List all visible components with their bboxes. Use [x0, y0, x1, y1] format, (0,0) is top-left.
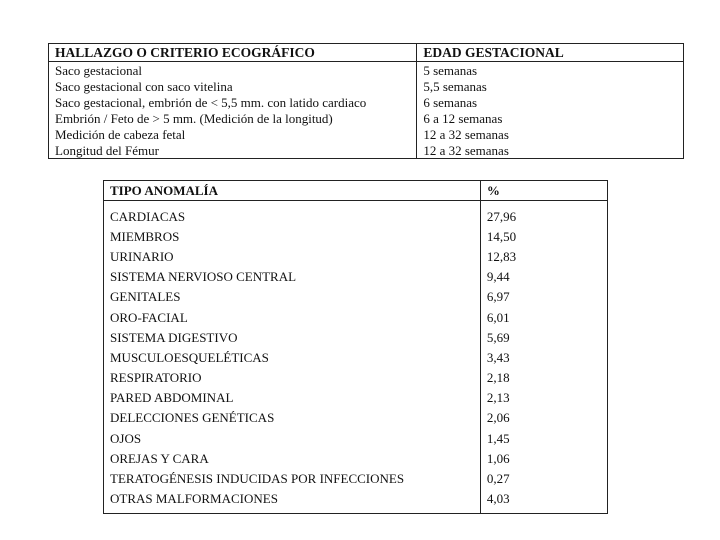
row-label-cell: Saco gestacional con saco vitelina: [49, 78, 417, 94]
row-label-cell: OTRAS MALFORMACIONES: [104, 489, 481, 514]
table-row: [104, 388, 608, 408]
row-value-cell: 1,45: [486, 430, 510, 446]
table-row: [104, 428, 608, 448]
row-value-cell: 12 a 32 semanas: [423, 142, 509, 158]
table-row: [104, 226, 608, 246]
table-row: [104, 448, 608, 468]
row-label-cell: Saco gestacional, embrión de < 5,5 mm. con latido cardiaco: [49, 94, 417, 110]
gestational-age-table: [48, 43, 684, 159]
row-label-cell: SISTEMA NERVIOSO CENTRAL: [104, 267, 481, 287]
column-header-percent: %: [480, 181, 607, 201]
row-label-cell: Embrión / Feto de > 5 mm. (Medición de la longitud): [49, 110, 417, 126]
anomaly-type-table: [103, 180, 608, 514]
row-label-cell: GENITALES: [104, 287, 481, 307]
row-value-cell: 5 semanas: [423, 62, 478, 78]
row-value-cell: 5,5 semanas: [423, 78, 487, 94]
row-value-cell: 2,18: [486, 370, 510, 386]
row-label-cell: RESPIRATORIO: [104, 368, 481, 388]
row-value-cell: 6 semanas: [423, 94, 478, 110]
row-label-cell: SISTEMA DIGESTIVO: [104, 327, 481, 347]
row-value-cell: 0,27: [486, 471, 510, 487]
row-value-cell: 12 a 32 semanas: [423, 126, 509, 142]
row-label-cell: URINARIO: [104, 246, 481, 266]
row-value-cell: 6,01: [486, 309, 510, 325]
table-row: [104, 287, 608, 307]
table-row: [104, 201, 608, 227]
table-row: [104, 327, 608, 347]
column-header-finding: HALLAZGO O CRITERIO ECOGRÁFICO: [49, 44, 417, 62]
table-row: [104, 246, 608, 266]
table-row: [49, 62, 684, 79]
row-label-cell: CARDIACAS: [104, 201, 481, 227]
row-label-cell: OJOS: [104, 428, 481, 448]
table-row: [104, 408, 608, 428]
row-value-cell: 6,97: [486, 289, 510, 305]
row-label-cell: OREJAS Y CARA: [104, 448, 481, 468]
row-value-cell: 4,03: [486, 491, 510, 507]
row-label-cell: PARED ABDOMINAL: [104, 388, 481, 408]
table-row: [49, 78, 684, 94]
table-row: [49, 126, 684, 142]
column-header-gestational-age: EDAD GESTACIONAL: [417, 44, 684, 62]
row-label-cell: MIEMBROS: [104, 226, 481, 246]
row-value-cell: 12,83: [486, 248, 517, 264]
row-label-cell: MUSCULOESQUELÉTICAS: [104, 347, 481, 367]
table-row: [104, 347, 608, 367]
table-header-row: [104, 181, 608, 201]
table-row: [104, 489, 608, 514]
table-row: [104, 307, 608, 327]
row-value-cell: 2,13: [486, 390, 510, 406]
row-value-cell: 14,50: [486, 228, 517, 244]
row-value-cell: 2,06: [486, 410, 510, 426]
row-value-cell: 6 a 12 semanas: [423, 110, 503, 126]
row-value-cell: 3,43: [486, 349, 510, 365]
table-row: [49, 142, 684, 159]
row-value-cell: 5,69: [486, 329, 510, 345]
table-header-row: [49, 44, 684, 62]
row-value-cell: 27,96: [486, 208, 517, 224]
table-row: [49, 94, 684, 110]
table-row: [104, 468, 608, 488]
row-label-cell: ORO-FACIAL: [104, 307, 481, 327]
table-row: [104, 267, 608, 287]
column-header-anomaly-type: TIPO ANOMALÍA: [104, 181, 481, 201]
row-label-cell: TERATOGÉNESIS INDUCIDAS POR INFECCIONES: [104, 468, 481, 488]
row-label-cell: Longitud del Fémur: [49, 142, 417, 159]
row-label-cell: DELECCIONES GENÉTICAS: [104, 408, 481, 428]
row-label-cell: Medición de cabeza fetal: [49, 126, 417, 142]
row-label-cell: Saco gestacional: [49, 62, 417, 79]
row-value-cell: 9,44: [486, 269, 510, 285]
table-row: [104, 368, 608, 388]
row-value-cell: 1,06: [486, 450, 510, 466]
table-row: [49, 110, 684, 126]
